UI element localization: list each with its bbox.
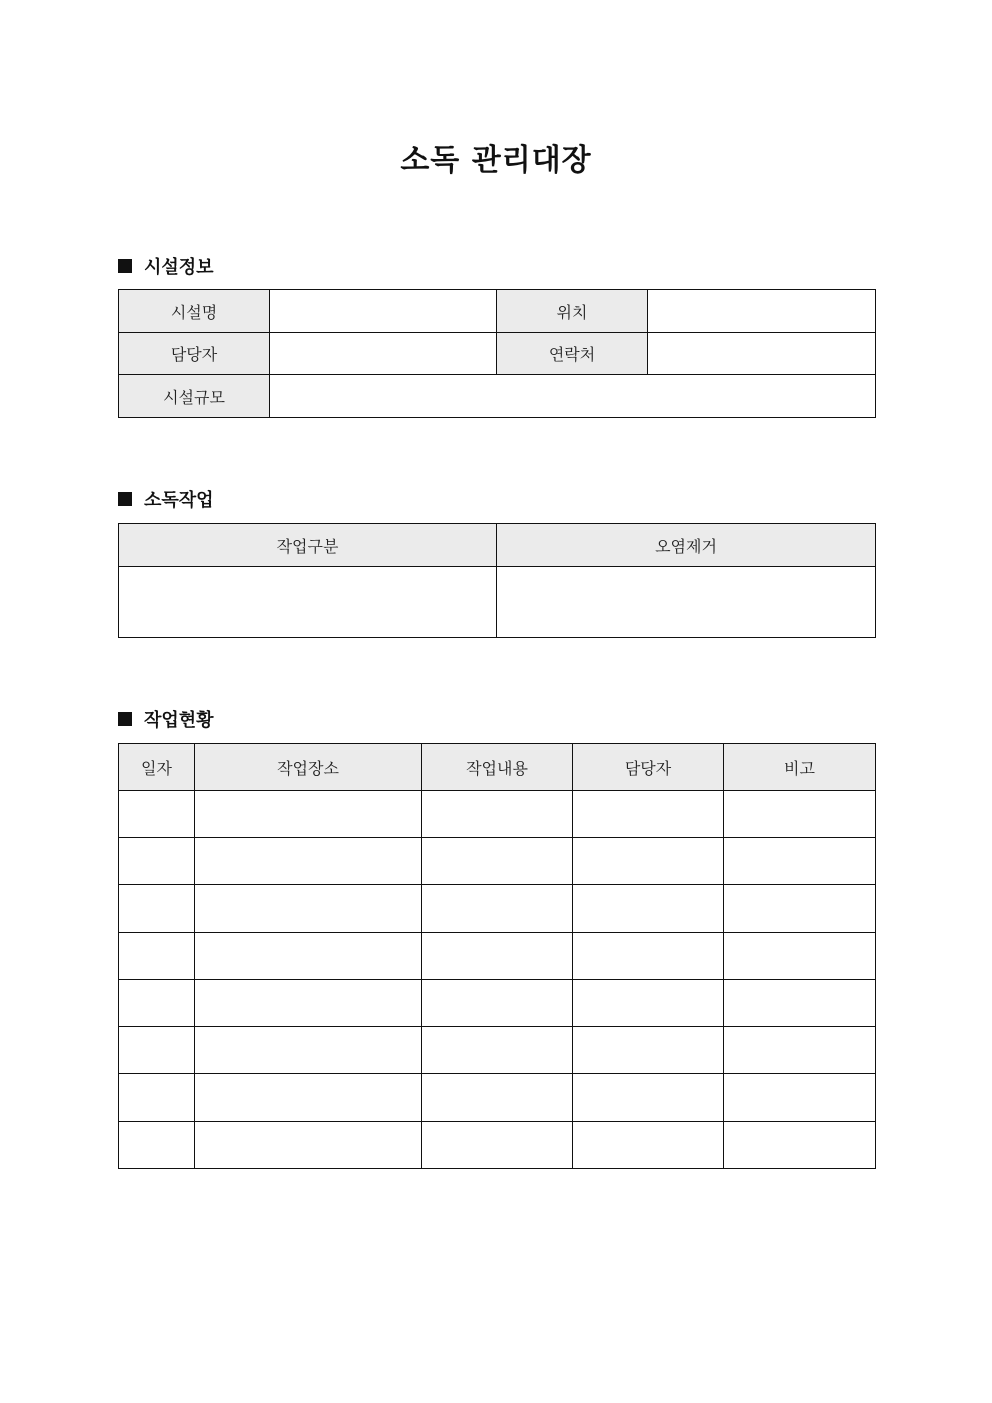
date-cell[interactable] bbox=[119, 791, 195, 838]
column-header-work-content: 작업내용 bbox=[422, 744, 573, 791]
square-bullet-icon bbox=[118, 259, 132, 273]
table-row bbox=[119, 333, 876, 375]
manager-cell[interactable] bbox=[573, 980, 724, 1027]
table-row bbox=[119, 1122, 876, 1169]
remarks-cell[interactable] bbox=[724, 1074, 876, 1122]
work-content-cell[interactable] bbox=[422, 1122, 573, 1169]
manager-cell[interactable] bbox=[573, 933, 724, 980]
remarks-cell[interactable] bbox=[724, 1122, 876, 1169]
manager-label: 담당자 bbox=[119, 333, 270, 375]
disinfection-work-table bbox=[118, 523, 876, 638]
contact-label: 연락처 bbox=[497, 333, 648, 375]
remarks-cell[interactable] bbox=[724, 1027, 876, 1074]
work-content-cell[interactable] bbox=[422, 933, 573, 980]
table-row bbox=[119, 838, 876, 885]
remarks-cell[interactable] bbox=[724, 933, 876, 980]
remarks-cell[interactable] bbox=[724, 791, 876, 838]
work-location-cell[interactable] bbox=[195, 1074, 422, 1122]
column-header-remarks: 비고 bbox=[724, 744, 876, 791]
table-row bbox=[119, 885, 876, 933]
facility-scale-label: 시설규모 bbox=[119, 375, 270, 418]
table-row bbox=[119, 791, 876, 838]
date-cell[interactable] bbox=[119, 980, 195, 1027]
remarks-cell[interactable] bbox=[724, 980, 876, 1027]
work-content-cell[interactable] bbox=[422, 980, 573, 1027]
column-header-work-type: 작업구분 bbox=[119, 524, 497, 567]
work-location-cell[interactable] bbox=[195, 980, 422, 1027]
remarks-cell[interactable] bbox=[724, 885, 876, 933]
work-location-cell[interactable] bbox=[195, 1027, 422, 1074]
location-label: 위치 bbox=[497, 290, 648, 333]
date-cell[interactable] bbox=[119, 838, 195, 885]
section-heading-label: 소독작업 bbox=[144, 490, 214, 511]
date-cell[interactable] bbox=[119, 1122, 195, 1169]
manager-field[interactable] bbox=[270, 333, 497, 375]
work-type-field[interactable] bbox=[119, 567, 497, 638]
work-location-cell[interactable] bbox=[195, 933, 422, 980]
document-title: 소독 관리대장 bbox=[400, 143, 592, 178]
column-header-work-location: 작업장소 bbox=[195, 744, 422, 791]
facility-info-table bbox=[118, 289, 876, 418]
date-cell[interactable] bbox=[119, 1027, 195, 1074]
square-bullet-icon bbox=[118, 712, 132, 726]
work-location-cell[interactable] bbox=[195, 1122, 422, 1169]
remarks-cell[interactable] bbox=[724, 838, 876, 885]
decontamination-field[interactable] bbox=[497, 567, 876, 638]
facility-name-label: 시설명 bbox=[119, 290, 270, 333]
table-row bbox=[119, 1027, 876, 1074]
work-content-cell[interactable] bbox=[422, 791, 573, 838]
table-row bbox=[119, 980, 876, 1027]
work-location-cell[interactable] bbox=[195, 791, 422, 838]
section-heading-work-status bbox=[118, 706, 214, 732]
work-content-cell[interactable] bbox=[422, 885, 573, 933]
table-row bbox=[119, 567, 876, 638]
manager-cell[interactable] bbox=[573, 885, 724, 933]
manager-cell[interactable] bbox=[573, 1027, 724, 1074]
manager-cell[interactable] bbox=[573, 838, 724, 885]
section-heading-disinfection bbox=[118, 486, 214, 512]
work-content-cell[interactable] bbox=[422, 1027, 573, 1074]
date-cell[interactable] bbox=[119, 1074, 195, 1122]
column-header-manager: 담당자 bbox=[573, 744, 724, 791]
table-header-row bbox=[119, 744, 876, 791]
table-row bbox=[119, 375, 876, 418]
manager-cell[interactable] bbox=[573, 791, 724, 838]
section-heading-label: 시설정보 bbox=[144, 257, 214, 278]
work-content-cell[interactable] bbox=[422, 1074, 573, 1122]
date-cell[interactable] bbox=[119, 933, 195, 980]
column-header-decontamination: 오염제거 bbox=[497, 524, 876, 567]
table-row bbox=[119, 1074, 876, 1122]
facility-name-field[interactable] bbox=[270, 290, 497, 333]
manager-cell[interactable] bbox=[573, 1074, 724, 1122]
work-status-table bbox=[118, 743, 876, 1169]
table-row bbox=[119, 933, 876, 980]
work-location-cell[interactable] bbox=[195, 885, 422, 933]
location-field[interactable] bbox=[648, 290, 876, 333]
column-header-date: 일자 bbox=[119, 744, 195, 791]
work-location-cell[interactable] bbox=[195, 838, 422, 885]
square-bullet-icon bbox=[118, 492, 132, 506]
facility-scale-field[interactable] bbox=[270, 375, 876, 418]
manager-cell[interactable] bbox=[573, 1122, 724, 1169]
work-content-cell[interactable] bbox=[422, 838, 573, 885]
contact-field[interactable] bbox=[648, 333, 876, 375]
table-header-row bbox=[119, 524, 876, 567]
table-row bbox=[119, 290, 876, 333]
section-heading-facility bbox=[118, 253, 214, 279]
date-cell[interactable] bbox=[119, 885, 195, 933]
section-heading-label: 작업현황 bbox=[144, 710, 214, 731]
